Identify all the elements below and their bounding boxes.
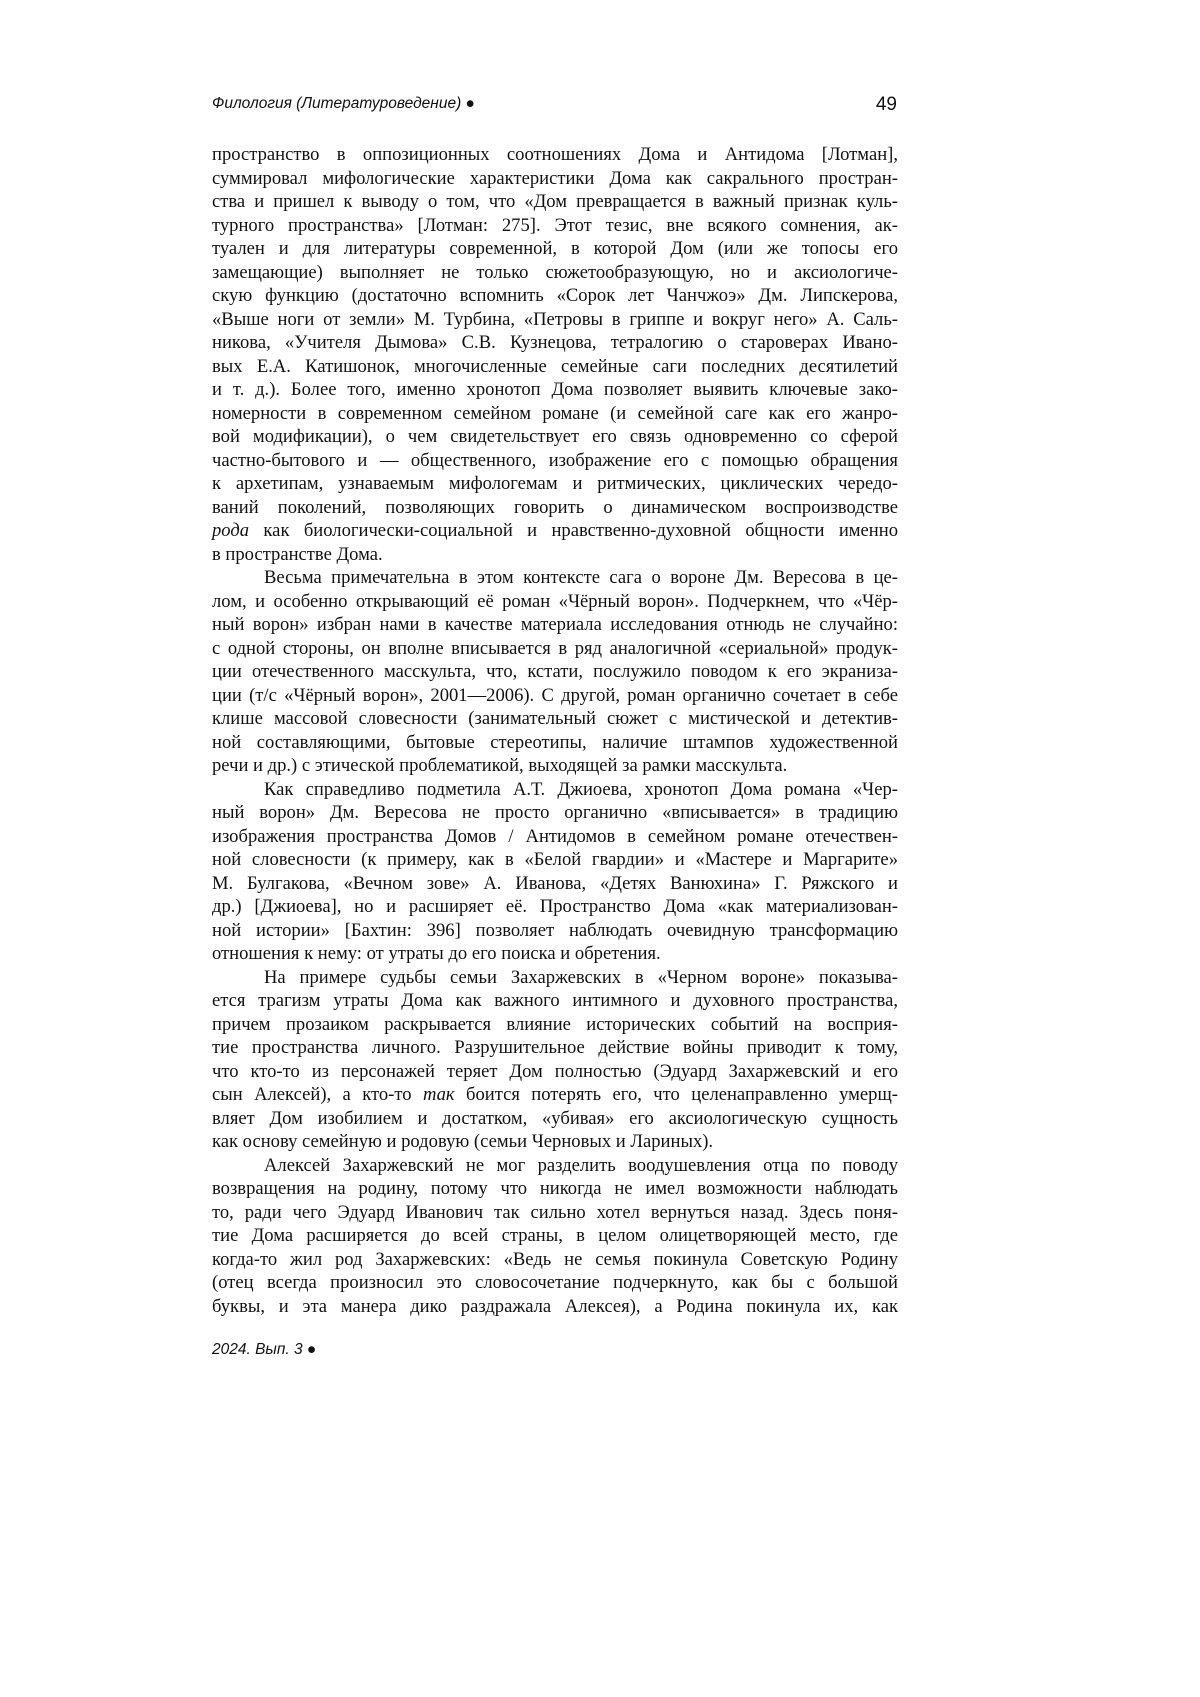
running-header: Филология (Литературоведение) ● xyxy=(212,95,475,112)
text-line: ции отечественного масскульта, что, кстати, послужило поводом к его экраниза- xyxy=(212,661,898,682)
text-line: возвращения на родину, потому что никогда не имел возможности наблюдать xyxy=(212,1178,898,1199)
text-line: когда-то жил род Захаржевских: «Ведь не семья покинула Советскую Родину xyxy=(212,1248,898,1270)
text-line: что кто-то из персонажей теряет Дом полностью (Эдуард Захаржевский и его xyxy=(212,1060,898,1082)
text-line: ной составляющими, бытовые стереотипы, наличие штампов художественной xyxy=(212,731,898,753)
text-line: и т. д.). Более того, именно хронотоп Дома позволяет выявить ключевые зако- xyxy=(212,379,898,400)
italic-term: так xyxy=(422,1084,455,1105)
text-line: ной истории» [Бахтин: 396] позволяет наблюдать очевидную трансформацию xyxy=(212,919,898,941)
text-line: суммировал мифологические характеристики Дома как сакрального простран- xyxy=(212,167,898,189)
text-line: то, ради чего Эдуард Иванович так сильно хотел вернуться назад. Здесь поня- xyxy=(212,1201,898,1223)
text-segment: как биологически-социальной и нравственно-духовной общности именно xyxy=(249,520,898,541)
text-line: вляет Дом изобилием и достатком, «убивая» его аксиологическую сущность xyxy=(212,1107,898,1129)
issue-footer: 2024. Вып. 3 ● xyxy=(212,1341,317,1358)
text-line: ный ворон» избран нами в качестве материала исследования отнюдь не случайно: xyxy=(212,614,898,635)
page-number: 49 xyxy=(875,94,897,115)
paragraph xyxy=(212,966,898,1154)
text-line xyxy=(212,519,898,543)
text-line: клише массовой словесности (занимательный сюжет с мистической и детектив- xyxy=(212,708,898,729)
text-line: туален и для литературы современной, в которой Дом (или же топосы его xyxy=(212,238,898,259)
text-line: (отец всегда произносил это словосочетание подчеркнуто, как бы с большой xyxy=(212,1272,898,1293)
text-line: никова, «Учителя Дымова» С.В. Кузнецова, тетралогию о староверах Ивано- xyxy=(212,332,898,353)
text-line: ции (т/с «Чёрный ворон», 2001—2006). С другой, роман органично сочетает в себе xyxy=(212,684,898,706)
text-line: Весьма примечательна в этом контексте сага о вороне Дм. Вересова в це- xyxy=(264,567,898,588)
text-line: ется трагизм утраты Дома как важного интимного и духовного пространства, xyxy=(212,990,898,1011)
text-line: Как справедливо подметила А.Т. Джиоева, хронотоп Дома романа «Чер- xyxy=(264,778,898,800)
text-line: скую функцию (достаточно вспомнить «Сорок лет Чанчжоэ» Дм. Липскерова, xyxy=(212,285,898,306)
text-line: ваний поколений, позволяющих говорить о динамическом воспроизводстве xyxy=(212,496,898,518)
text-line: вых Е.А. Катишонок, многочисленные семейные саги последних десятилетий xyxy=(212,355,898,377)
text-line: пространство в оппозиционных соотношениях Дома и Антидома [Лотман], xyxy=(212,144,898,165)
text-line: ный ворон» Дм. Вересова не просто органично «вписывается» в традицию xyxy=(212,802,898,823)
text-line: в пространстве Дома. xyxy=(212,543,383,565)
text-line: речи и др.) с этической проблематикой, выходящей за рамки масскульта. xyxy=(212,755,788,776)
text-line: отношения к нему: от утраты до его поиска и обретения. xyxy=(212,943,661,964)
text-line: лом, и особенно открывающий её роман «Чёрный ворон». Подчеркнем, что «Чёр- xyxy=(212,590,898,612)
paragraph xyxy=(212,566,898,778)
text-segment: боится потерять его, что целенаправленно умерщ- xyxy=(454,1084,898,1105)
text-line: «Выше ноги от земли» М. Турбина, «Петровы в гриппе и вокруг него» А. Саль- xyxy=(212,308,898,330)
article-body xyxy=(212,143,898,1318)
text-line: вой модификации), о чем свидетельствует его связь одновременно со сферой xyxy=(212,426,898,447)
text-line: др.) [Джиоева], но и расширяет её. Пространство Дома «как материализован- xyxy=(212,896,898,917)
text-line xyxy=(212,1083,898,1107)
text-line: замещающие) выполняет не только сюжетообразующую, но и аксиологиче- xyxy=(212,261,898,283)
text-line: На примере судьбы семьи Захаржевских в «Черном вороне» показыва- xyxy=(264,966,898,988)
paragraph xyxy=(212,143,898,566)
text-line: турного пространства» [Лотман: 275]. Этот тезис, вне всякого сомнения, ак- xyxy=(212,214,898,236)
paragraph xyxy=(212,778,898,966)
text-line: Алексей Захаржевский не мог разделить воодушевления отца по поводу xyxy=(264,1154,898,1176)
text-line: ной словесности (к примеру, как в «Белой гвардии» и «Мастере и Маргарите» xyxy=(212,849,898,870)
text-line: к архетипам, узнаваемым мифологемам и ритмических, циклических чередо- xyxy=(212,473,898,494)
text-line: частно-бытового и — общественного, изображение его с помощью обращения xyxy=(212,449,898,471)
text-line: буквы, и эта манера дико раздражала Алексея), а Родина покинула их, как xyxy=(212,1295,898,1317)
text-line: тие Дома расширяется до всей страны, в целом олицетворяющей место, где xyxy=(212,1225,898,1246)
text-segment: сын Алексей), а кто-то xyxy=(212,1084,423,1105)
italic-term: рода xyxy=(212,520,250,541)
paragraph xyxy=(212,1154,898,1319)
text-line: номерности в современном семейном романе (и семейной саге как его жанро- xyxy=(212,402,898,424)
text-line: ства и пришел к выводу о том, что «Дом превращается в важный признак куль- xyxy=(212,191,898,212)
text-line: как основу семейную и родовую (семьи Черновых и Лариных). xyxy=(212,1131,714,1152)
text-line: тие пространства личного. Разрушительное действие войны приводит к тому, xyxy=(212,1037,898,1058)
text-line: с одной стороны, он вполне вписывается в ряд аналогичной «сериальной» продук- xyxy=(212,637,898,659)
text-line: изображения пространства Домов / Антидомов в семейном романе отечествен- xyxy=(212,825,898,847)
text-line: М. Булгакова, «Вечном зове» А. Иванова, «Детях Ванюхина» Г. Ряжского и xyxy=(212,872,898,894)
text-line: причем прозаиком раскрывается влияние исторических событий на восприя- xyxy=(212,1013,898,1035)
